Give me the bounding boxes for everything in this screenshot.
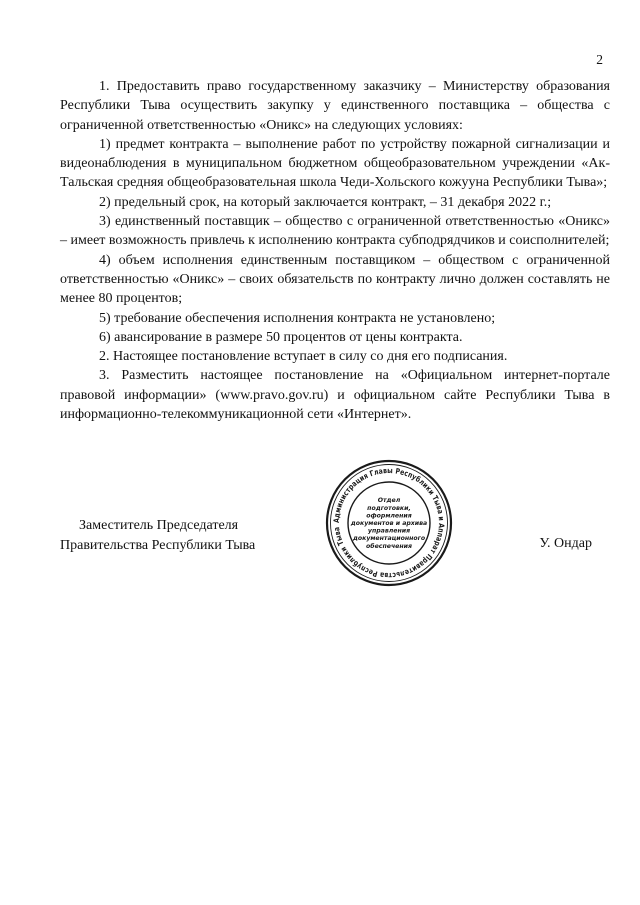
seal-center-line: подготовки, (367, 504, 411, 512)
signatory-title-line-1: Заместитель Председателя (79, 518, 239, 533)
seal-center-line: документационного (352, 535, 426, 543)
signatory-title-line-2: Правительства Республики Тыва (60, 537, 256, 553)
paragraph-subitem-5: 5) требование обеспечения исполнения контракта не установлено; (99, 310, 496, 326)
seal-center-line: оформления (366, 512, 412, 520)
seal-ring-text: Администрация Главы Республики Тыва и Аппарат Правительства Республики Тыва (331, 465, 447, 581)
paragraph-subitem-4: 4) объем исполнения единственным поставщиком – обществом с ограниченной ответственностью «Оникс» – своих обязательств по контракту лично должен составлять не менее 80 процентов; (60, 252, 610, 307)
paragraph-subitem-6: 6) авансирование в размере 50 процентов от цены контракта. (99, 329, 463, 345)
seal-graphic (324, 458, 454, 588)
official-seal-stamp (324, 458, 454, 588)
paragraph-subitem-1: 1) предмет контракта – выполнение работ по устройству пожарной сигнализации и видеонаблюдения в муниципальном бюджетном общеобразовательном учреждении «Ак-Тальская средняя общеобразовательная школа Чеди-Хольского кожууна Республики Тыва»; (60, 136, 610, 191)
seal-center-line: управления (367, 527, 411, 535)
paragraph-subitem-2: 2) предельный срок, на который заключается контракт, – 31 декабря 2022 г.; (99, 194, 552, 210)
paragraph-item-1: 1. Предоставить право государственному заказчику – Министерству образования Республики Тыва осуществить закупку у единственного поставщика – общества с ограниченной ответственностью «Оникс» на следующих условиях: (60, 79, 610, 133)
signatory-title (60, 516, 255, 555)
seal-center-line: обеспечения (366, 542, 412, 550)
seal-center-line: документов и архива (350, 520, 428, 527)
document-body (60, 77, 610, 424)
signatory-name: У. Ондар (539, 536, 592, 551)
page-number: 2 (596, 52, 603, 67)
paragraph-subitem-3: 3) единственный поставщик – общество с ограниченной ответственностью «Оникс» – имеет возможность привлечь к исполнению контракта субподрядчиков и соисполнителей; (60, 214, 610, 249)
paragraph-item-3: 3. Разместить настоящее постановление на «Официальном интернет-портале правовой информации» (www.pravo.gov.ru) и официальном сайте Республики Тыва в информационно-телекоммуникационной сети «Интернет». (60, 368, 610, 423)
seal-center-line: Отдел (377, 497, 401, 505)
paragraph-item-2: 2. Настоящее постановление вступает в силу со дня его подписания. (99, 349, 508, 365)
